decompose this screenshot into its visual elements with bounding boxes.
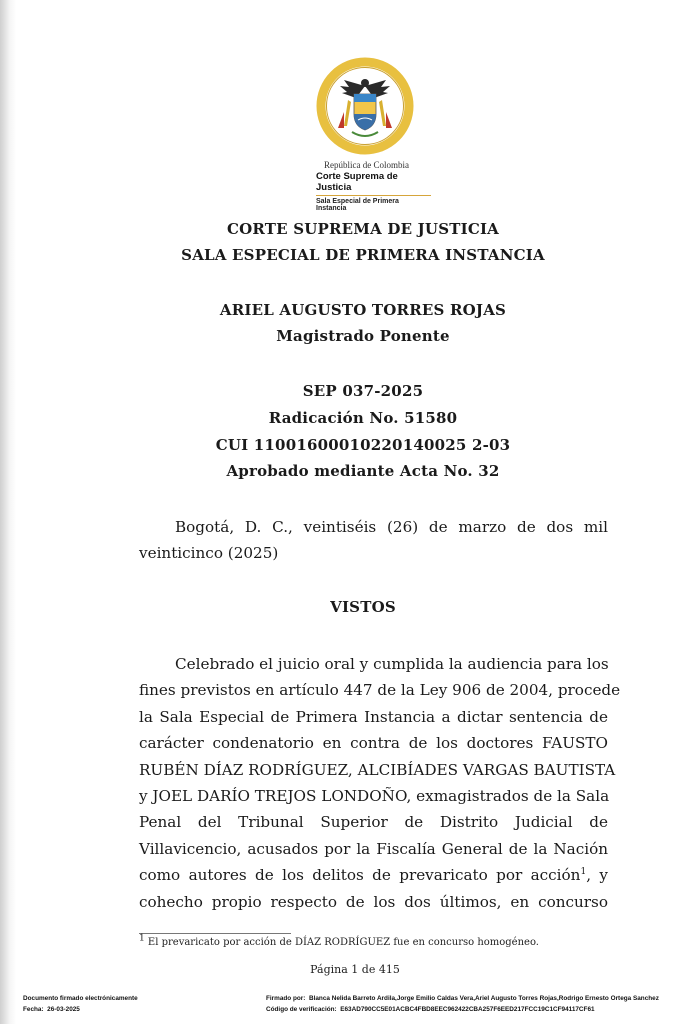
republic-label: República de Colombia xyxy=(324,160,409,170)
signed-by-value: Blanca Nelida Barreto Ardila,Jorge Emilio Caldas Vera,Ariel Augusto Torres Rojas,Rodrigo Ernesto Ortega Sanchez xyxy=(308,995,659,1002)
footnote xyxy=(139,933,539,948)
radicacion-number: Radicación No. 51580 xyxy=(268,409,458,427)
body-line: cohecho propio respecto de los dos últimos, en concurso xyxy=(139,892,608,911)
cui-number: CUI 11001600010220140025 2-03 xyxy=(215,436,511,454)
electronic-signature-note xyxy=(23,995,138,1002)
acta-approval: Aprobado mediante Acta No. 32 xyxy=(226,462,500,480)
body-line: la Sala Especial de Primera Instancia a dictar sentencia de xyxy=(139,707,608,726)
footnote-divider xyxy=(139,933,291,934)
institution-header xyxy=(316,160,431,212)
body-line: RUBÉN DÍAZ RODRÍGUEZ, ALCIBÍADES VARGAS BAUTISTA xyxy=(139,760,616,779)
footnote-number: 1 xyxy=(139,933,145,944)
chamber-title: SALA ESPECIAL DE PRIMERA INSTANCIA xyxy=(181,246,545,264)
verification-code xyxy=(266,1006,595,1013)
court-label: Corte Suprema de Justicia xyxy=(316,170,431,196)
body-line: fines previstos en artículo 447 de la Ley 906 de 2004, procede xyxy=(139,681,621,700)
date-line: Bogotá, D. C., veintiséis (26) de marzo de dos mil xyxy=(175,518,608,536)
footnote-text: El prevaricato por acción de DÍAZ RODRÍGUEZ fue en concurso homogéneo. xyxy=(147,937,539,948)
signed-by xyxy=(266,995,659,1002)
section-title: VISTOS xyxy=(330,598,396,616)
signed-by-label: Firmado por: xyxy=(266,995,306,1002)
body-line-text: , y xyxy=(586,866,608,885)
signature-note-text: Documento firmado electrónicamente xyxy=(23,995,138,1002)
body-line: Penal del Tribunal Superior de Distrito Judicial de xyxy=(139,813,608,832)
magistrate-role: Magistrado Ponente xyxy=(276,327,450,345)
magistrate-name: ARIEL AUGUSTO TORRES ROJAS xyxy=(219,301,507,319)
verification-code-label: Código de verificación: xyxy=(266,1006,337,1013)
sentence-number: SEP 037-2025 xyxy=(302,382,424,400)
body-paragraph xyxy=(139,651,621,915)
coat-of-arms-icon xyxy=(300,56,430,156)
page-number: Página 1 de 415 xyxy=(310,963,400,976)
coat-of-arms-emblem xyxy=(300,56,430,156)
body-line: Celebrado el juicio oral y cumplida la audiencia para los xyxy=(175,655,609,673)
date-line: veinticinco (2025) xyxy=(139,544,279,563)
signature-date xyxy=(23,1006,80,1013)
court-title: CORTE SUPREMA DE JUSTICIA xyxy=(226,220,500,238)
signature-date-value: 26-03-2025 xyxy=(47,1006,80,1013)
body-line: Villavicencio, acusados por la Fiscalía General de la Nación xyxy=(139,839,608,858)
date-paragraph xyxy=(139,514,608,567)
body-line: y JOEL DARÍO TREJOS LONDOÑO, exmagistrados de la Sala xyxy=(139,787,610,806)
footnote-reference[interactable]: 1 xyxy=(580,867,587,878)
chamber-label: Sala Especial de Primera Instancia xyxy=(316,198,399,212)
body-line-text: como autores de los delitos de prevaricato por acción xyxy=(139,866,581,885)
verification-code-value: E63AD790CC5E01ACBC4FBD8EEC962422CBA257F6EED217FCC19C1CF94117CF61 xyxy=(340,1006,595,1013)
body-line: carácter condenatorio en contra de los doctores FAUSTO xyxy=(139,734,608,753)
body-line-with-footnote xyxy=(139,862,608,888)
signature-date-label: Fecha: xyxy=(23,1006,44,1013)
